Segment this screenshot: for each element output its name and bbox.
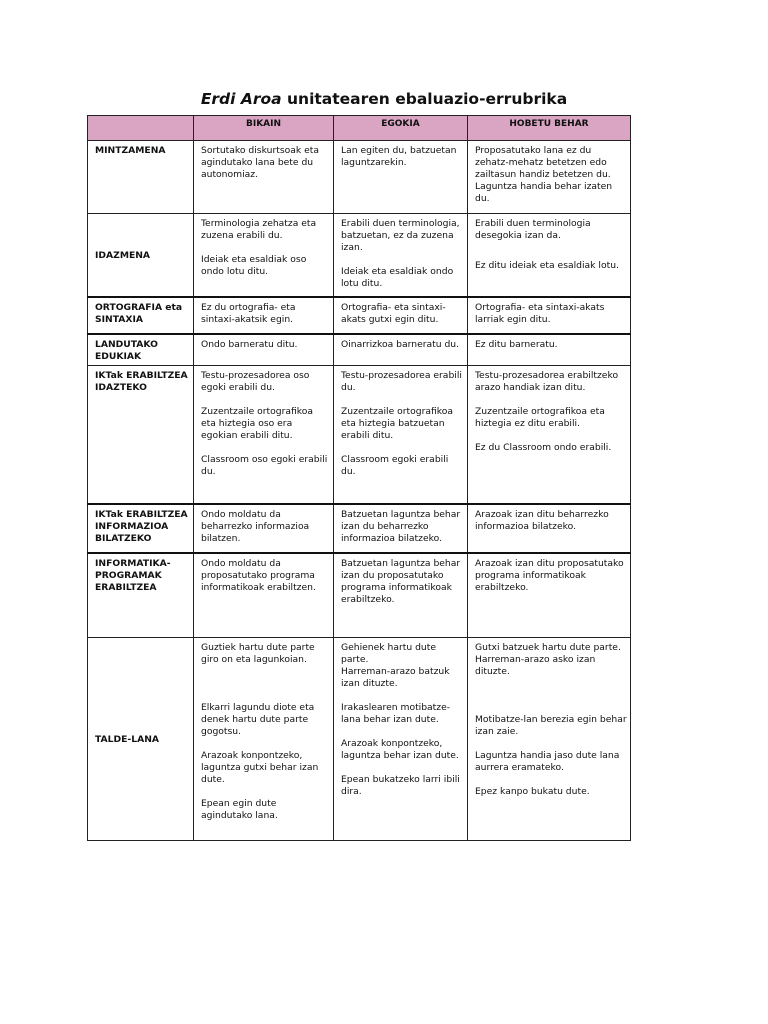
descriptor-text: Motibatze-lan berezia egin behar izan zaie.	[475, 713, 627, 737]
page-title	[0, 90, 768, 108]
cell-bikain	[194, 365, 334, 504]
cell-bikain	[194, 141, 334, 214]
descriptor-text: Classroom oso egoki erabili du.	[201, 453, 328, 477]
row-category: INFORMATIKA-PROGRAMAK ERABILTZEA	[88, 553, 194, 637]
header-hobetu: HOBETU BEHAR	[468, 116, 631, 141]
cell-egokia	[334, 553, 468, 637]
descriptor-text: Terminologia zehatza eta zuzena erabili du.	[201, 218, 317, 241]
descriptor-text: Ondo barneratu ditu.	[201, 338, 298, 350]
rubric-row	[88, 297, 631, 334]
descriptor-text: Testu-prozesadorea erabili du.	[341, 369, 462, 393]
title-rest: unitatearen ebaluazio-errubrika	[281, 90, 568, 108]
rubric-row	[88, 504, 631, 553]
descriptor-text: Ideiak eta esaldiak oso ondo lotu ditu.	[201, 254, 307, 277]
rubric-row	[88, 637, 631, 840]
descriptor-text: Testu-prozesadorea oso egoki erabili du.	[201, 369, 310, 393]
descriptor-text: Lan egiten du, batzuetan laguntzarekin.	[341, 145, 457, 168]
cell-egokia	[334, 334, 468, 366]
descriptor-text: Ondo moldatu da proposatutako programa informatikoak erabiltzen.	[201, 558, 316, 593]
descriptor-text: Laguntza handia jaso dute lana aurrera eramateko.	[475, 749, 620, 773]
row-category: ORTOGRAFIA eta SINTAXIA	[88, 297, 194, 334]
cell-hobetu	[468, 141, 631, 214]
cell-egokia	[334, 637, 468, 840]
descriptor-text: Batzuetan laguntza behar izan du beharrezko informazioa bilatzeko.	[341, 509, 461, 544]
cell-bikain	[194, 637, 334, 840]
descriptor-text: Irakaslearen motibatze-lana behar izan dute.	[341, 701, 451, 725]
descriptor-text: Ondo moldatu da beharrezko informazioa bilatzen.	[201, 509, 310, 544]
cell-hobetu	[468, 334, 631, 366]
descriptor-text: Epean egin dute agindutako lana.	[201, 797, 278, 821]
descriptor-text: Zuzentzaile ortografikoa eta hiztegia batzuetan erabili ditu.	[341, 405, 454, 441]
descriptor-text: Ortografia- eta sintaxi-akats gutxi egin ditu.	[341, 301, 446, 325]
descriptor-text: Zuzentzaile ortografikoa eta hiztegia oso era egokian erabili ditu.	[201, 405, 314, 441]
rubric-row	[88, 334, 631, 366]
descriptor-text: Batzuetan laguntza behar izan du proposatutako programa informatikoak erabiltzeko.	[341, 558, 461, 605]
descriptor-text: Ez du Classroom ondo erabili.	[475, 441, 612, 453]
cell-hobetu	[468, 365, 631, 504]
cell-hobetu	[468, 214, 631, 297]
cell-bikain	[194, 214, 334, 297]
descriptor-text: Testu-prozesadorea erabiltzeko arazo handiak izan ditu.	[475, 369, 619, 393]
cell-hobetu	[468, 297, 631, 334]
descriptor-text: Classroom egoki erabili du.	[341, 453, 449, 477]
descriptor-text: Ideiak eta esaldiak ondo lotu ditu.	[341, 266, 454, 289]
row-category: MINTZAMENA	[88, 141, 194, 214]
descriptor-text: Ez ditu barneratu.	[475, 338, 558, 350]
cell-hobetu	[468, 553, 631, 637]
cell-bikain	[194, 334, 334, 366]
cell-egokia	[334, 141, 468, 214]
header-empty	[88, 116, 194, 141]
rubric-row	[88, 553, 631, 637]
row-category: IDAZMENA	[88, 214, 194, 297]
cell-hobetu	[468, 504, 631, 553]
cell-bikain	[194, 553, 334, 637]
cell-egokia	[334, 365, 468, 504]
descriptor-text: Erabili duen terminologia desegokia izan da.	[475, 218, 591, 241]
row-category: LANDUTAKO EDUKIAK	[88, 334, 194, 366]
descriptor-text: Arazoak konpontzeko, laguntza gutxi behar izan dute.	[201, 749, 319, 785]
rubric-row	[88, 365, 631, 504]
descriptor-text: Erabili duen terminologia, batzuetan, ez da zuzena izan.	[341, 218, 460, 253]
cell-egokia	[334, 297, 468, 334]
descriptor-text: Arazoak izan ditu beharrezko informazioa bilatzeko.	[475, 509, 609, 532]
descriptor-text: Arazoak konpontzeko, laguntza behar izan dute.	[341, 737, 459, 761]
header-row	[88, 116, 631, 141]
header-egokia: EGOKIA	[334, 116, 468, 141]
descriptor-text: Zuzentzaile ortografikoa eta hiztegia ez ditu erabili.	[475, 405, 605, 429]
row-category: IKTak ERABILTZEA INFORMAZIOA BILATZEKO	[88, 504, 194, 553]
cell-hobetu	[468, 637, 631, 840]
rubric-body	[88, 141, 631, 841]
descriptor-text: Ortografia- eta sintaxi-akats larriak egin ditu.	[475, 301, 605, 325]
descriptor-text: Proposatutako lana ez du zehatz-mehatz betetzen edo zailtasun handiz betetzen du. Laguntza handia behar izaten du.	[475, 145, 613, 204]
cell-egokia	[334, 214, 468, 297]
descriptor-text: Gutxi batzuek hartu dute parte. Harreman-arazo asko izan dituzte.	[475, 641, 621, 677]
cell-bikain	[194, 504, 334, 553]
rubric-row	[88, 214, 631, 297]
header-bikain: BIKAIN	[194, 116, 334, 141]
row-category: IKTak ERABILTZEA IDAZTEKO	[88, 365, 194, 504]
descriptor-text: Oinarrizkoa barneratu du.	[341, 338, 460, 350]
descriptor-text: Sortutako diskurtsoak eta agindutako lana bete du autonomiaz.	[201, 145, 319, 180]
descriptor-text: Elkarri lagundu diote eta denek hartu dute parte gogotsu.	[201, 701, 315, 737]
descriptor-text: Gehienek hartu dute parte. Harreman-arazo batzuk izan dituzte.	[341, 641, 450, 689]
descriptor-text: Epean bukatzeko larri ibili dira.	[341, 773, 460, 797]
descriptor-text: Epez kanpo bukatu dute.	[475, 785, 590, 797]
descriptor-text: Guztiek hartu dute parte giro on eta lagunkoian.	[201, 641, 315, 665]
cell-bikain	[194, 297, 334, 334]
rubric-row	[88, 141, 631, 214]
descriptor-text: Ez ditu ideiak eta esaldiak lotu.	[475, 260, 619, 271]
rubric-table	[87, 115, 631, 841]
descriptor-text: Arazoak izan ditu proposatutako programa informatikoak erabiltzeko.	[475, 558, 624, 593]
descriptor-text: Ez du ortografia- eta sintaxi-akatsik egin.	[201, 301, 296, 325]
cell-egokia	[334, 504, 468, 553]
title-italic: Erdi Aroa	[200, 90, 282, 108]
row-category: TALDE-LANA	[88, 637, 194, 840]
